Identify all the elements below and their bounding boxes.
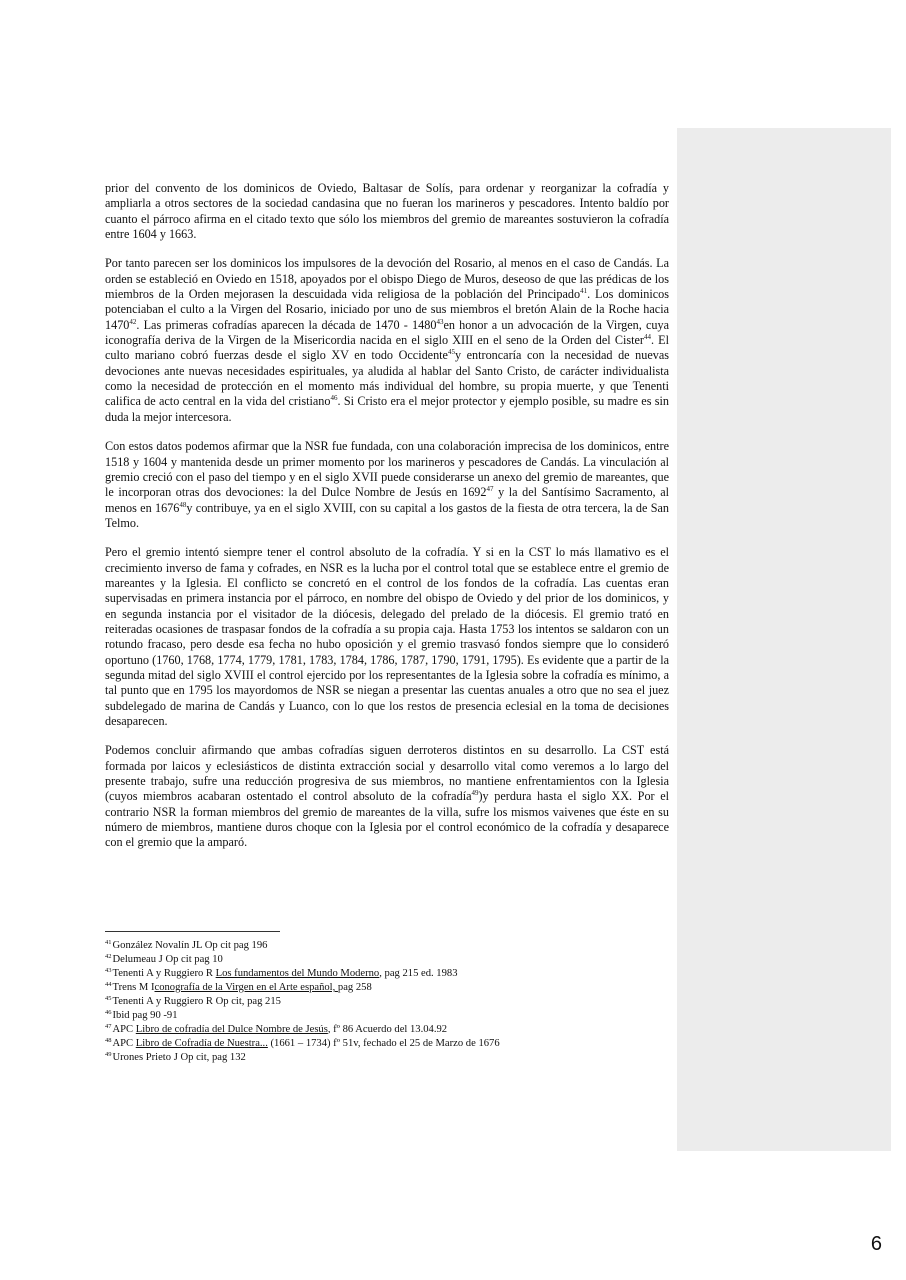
footnote xyxy=(105,939,669,953)
footnote-number: 48 xyxy=(105,1037,112,1044)
cited-title: Libro de Cofradía de Nuestra... xyxy=(135,1038,268,1049)
text-run: Con estos datos podemos afirmar que la NSR fue fundada, con una colaboración imprecisa de los dominicos, entre 1518 y 1604 y mantenida desde un primer momento por los marineros y pescadores de Candás. La vinculación al gremio creció con el paso del tiempo y en el siglo XVII puede considerarse un anexo del gremio de mareantes, que le incorporan otras dos devociones: la del Dulce Nombre de Jesús en 1692 xyxy=(105,439,669,500)
footnote-number: 42 xyxy=(105,953,112,960)
text-run: y la del Santísimo Sacramento, al menos en 1676 xyxy=(105,485,669,515)
text-run: González Novalín JL Op cit pag 196 xyxy=(112,940,268,951)
footnotes xyxy=(105,939,669,1065)
body-paragraph xyxy=(105,439,669,531)
text-run: Trens M I xyxy=(112,982,155,993)
footnote xyxy=(105,1051,669,1065)
comment-margin-pane xyxy=(677,128,891,1151)
body-paragraph xyxy=(105,545,669,729)
text-run: . Si Cristo era el mejor protector y ejemplo posible, su madre es sin duda la mejor intercesora. xyxy=(105,394,669,424)
footnote-ref: 48 xyxy=(179,500,187,509)
text-run: APC xyxy=(112,1038,136,1049)
page-number: 6 xyxy=(870,1233,882,1255)
footnote-number: 49 xyxy=(105,1051,112,1058)
text-run: y contribuye, ya en el siglo XVIII, con su capital a los gastos de la fiesta de otra tercera, la de San Telmo. xyxy=(105,500,669,530)
body-paragraph xyxy=(105,256,669,425)
text-run: (1661 – 1734) fº 51v, fechado el 25 de Marzo de 1676 xyxy=(267,1038,500,1049)
text-run: Ibid pag 90 -91 xyxy=(112,1010,178,1021)
footnote-number: 43 xyxy=(105,967,112,974)
text-run: Pero el gremio intentó siempre tener el control absoluto de la cofradía. Y si en la CST lo más llamativo es el crecimiento inverso de fama y cofrades, en NSR es la lucha por el control total que se establece entre el gremio de mareantes y la Iglesia. El conflicto se concretó en el control de los fondos de la cofradía. Las cuentas eran supervisadas en primera instancia por el párroco, en nombre del obispo de Oviedo y del prior de los dominicos, y en segunda instancia por el visitador de la diócesis, delegado del prelado de la diócesis. El gremio trató en reiteradas ocasiones de traspasar fondos de la cofradía a su propia caja. Hasta 1753 los intentos se saldaron con un rotundo fracaso, pero desde esa fecha no hubo oposición y el gremio trasvasó fondos siempre que lo consideró oportuno (1760, 1768, 1774, 1779, 1781, 1783, 1784, 1786, 1787, 1790, 1791, 1795). Es evidente que a partir de la segunda mitad del siglo XVIII el control ejercido por los representantes de la Iglesia sobre la cofradía es mínimo, a tal punto que en 1795 los mayordomos de NSR se niegan a presentar las cuentas anuales a otro que no sea el juez subdelegado de marina de Candás y Luanco, con lo que los restos de presencia eclesial en la toma de decisiones desaparecen. xyxy=(105,545,669,728)
text-run: APC xyxy=(112,1024,136,1035)
footnote-number: 44 xyxy=(105,981,112,988)
text-run: . Los dominicos potenciaban el culto a la Virgen del Rosario, iniciado por uno de sus miembros el bretón Alain de la Roche hacia 1470 xyxy=(105,287,669,332)
footnote xyxy=(105,1037,669,1051)
text-run: Podemos concluir afirmando que ambas cofradías siguen derroteros distintos en su desarrollo. La CST está formada por laicos y eclesiásticos de distinta extracción social y desarrollo vital como veremos a lo largo del presente trabajo, sufre una reducción progresiva de sus miembros, no mantiene enfrentamientos con la Iglesia (cuyos miembros acabaran ostentado el control absoluto de la cofradía xyxy=(105,743,669,804)
footnote-number: 47 xyxy=(105,1023,112,1030)
text-run: en honor a un advocación de la Virgen, cuya iconografía deriva de la Virgen de la Misericordia nacida en el siglo XIII en el seno de la Orden del Cister xyxy=(105,317,669,348)
footnote xyxy=(105,953,669,967)
footnote xyxy=(105,967,669,981)
text-run: , fº 86 Acuerdo del 13.04.92 xyxy=(327,1024,448,1035)
footnote-ref: 43 xyxy=(436,317,444,326)
footnote-ref: 49 xyxy=(471,789,479,798)
footnote-number: 41 xyxy=(105,939,112,946)
footnote-separator xyxy=(105,931,280,932)
cited-title: conografía de la Virgen en el Arte español, xyxy=(154,982,338,993)
text-run: , pag 215 ed. 1983 xyxy=(379,968,458,979)
text-run: prior del convento de los dominicos de Oviedo, Baltasar de Solís, para ordenar y reorganizar la cofradía y ampliarla a otros sectores de la sociedad candasina que no fueran los marineros y pescadores. Intento baldío por cuanto el párroco afirma en el citado texto que sólo los miembros del gremio de mareantes sostuvieron la cofradía entre 1604 y 1663. xyxy=(105,181,669,242)
text-run: Por tanto parecen ser los dominicos los impulsores de la devoción del Rosario, al menos en el caso de Candás. La orden se estableció en Oviedo en 1518, apoyados por el obispo Diego de Muros, deseoso de que las prédicas de los miembros de la Orden mejorasen la descuidada vida religiosa de la población del Principado xyxy=(105,256,669,302)
body-text xyxy=(105,181,669,865)
text-run: y entroncaría con la necesidad de nuevas devociones ante nuevas necesidades espirituales, ya aludida al hablar del Santo Cristo, de carácter individualista como la necesidad de protección en el momento más individual del hombre, su propia muerte, y que Tenenti califica de acto central en la vida del cristiano xyxy=(105,348,669,409)
text-run: Tenenti A y Ruggiero R Op cit, pag 215 xyxy=(112,996,281,1007)
footnote-number: 45 xyxy=(105,995,112,1002)
footnote-ref: 42 xyxy=(129,317,137,326)
footnote-ref: 47 xyxy=(486,485,494,494)
text-run: Delumeau J Op cit pag 10 xyxy=(112,954,223,965)
footnote-ref: 44 xyxy=(643,333,651,342)
body-paragraph xyxy=(105,181,669,242)
footnote xyxy=(105,1009,669,1023)
footnote-ref: 46 xyxy=(330,394,338,403)
body-paragraph xyxy=(105,743,669,850)
text-run: . El culto mariano cobró fuerzas desde el siglo XV en todo Occidente xyxy=(105,333,669,363)
footnote-ref: 45 xyxy=(447,348,455,357)
text-run: Tenenti A y Ruggiero R xyxy=(112,968,216,979)
text-run: . Las primeras cofradías aparecen la década de 1470 - 1480 xyxy=(136,317,437,332)
text-run: Urones Prieto J Op cit, pag 132 xyxy=(112,1052,246,1063)
footnote xyxy=(105,995,669,1009)
cited-title: Los fundamentos del Mundo Moderno xyxy=(215,968,380,979)
footnote-number: 46 xyxy=(105,1009,112,1016)
footnote-ref: 41 xyxy=(580,287,588,296)
footnote xyxy=(105,1023,669,1037)
footnote xyxy=(105,981,669,995)
cited-title: Libro de cofradía del Dulce Nombre de Jesús xyxy=(135,1024,328,1035)
text-run: )y perdura hasta el siglo XX. Por el contrario NSR la forman miembros del gremio de mareantes de la villa, sufre los mismos vaivenes que éste en su número de miembros, mantiene duros choque con la Iglesia por el control económico de la cofradía y desaparece con el gremio que la amparó. xyxy=(105,789,669,850)
text-run: pag 258 xyxy=(337,982,372,993)
